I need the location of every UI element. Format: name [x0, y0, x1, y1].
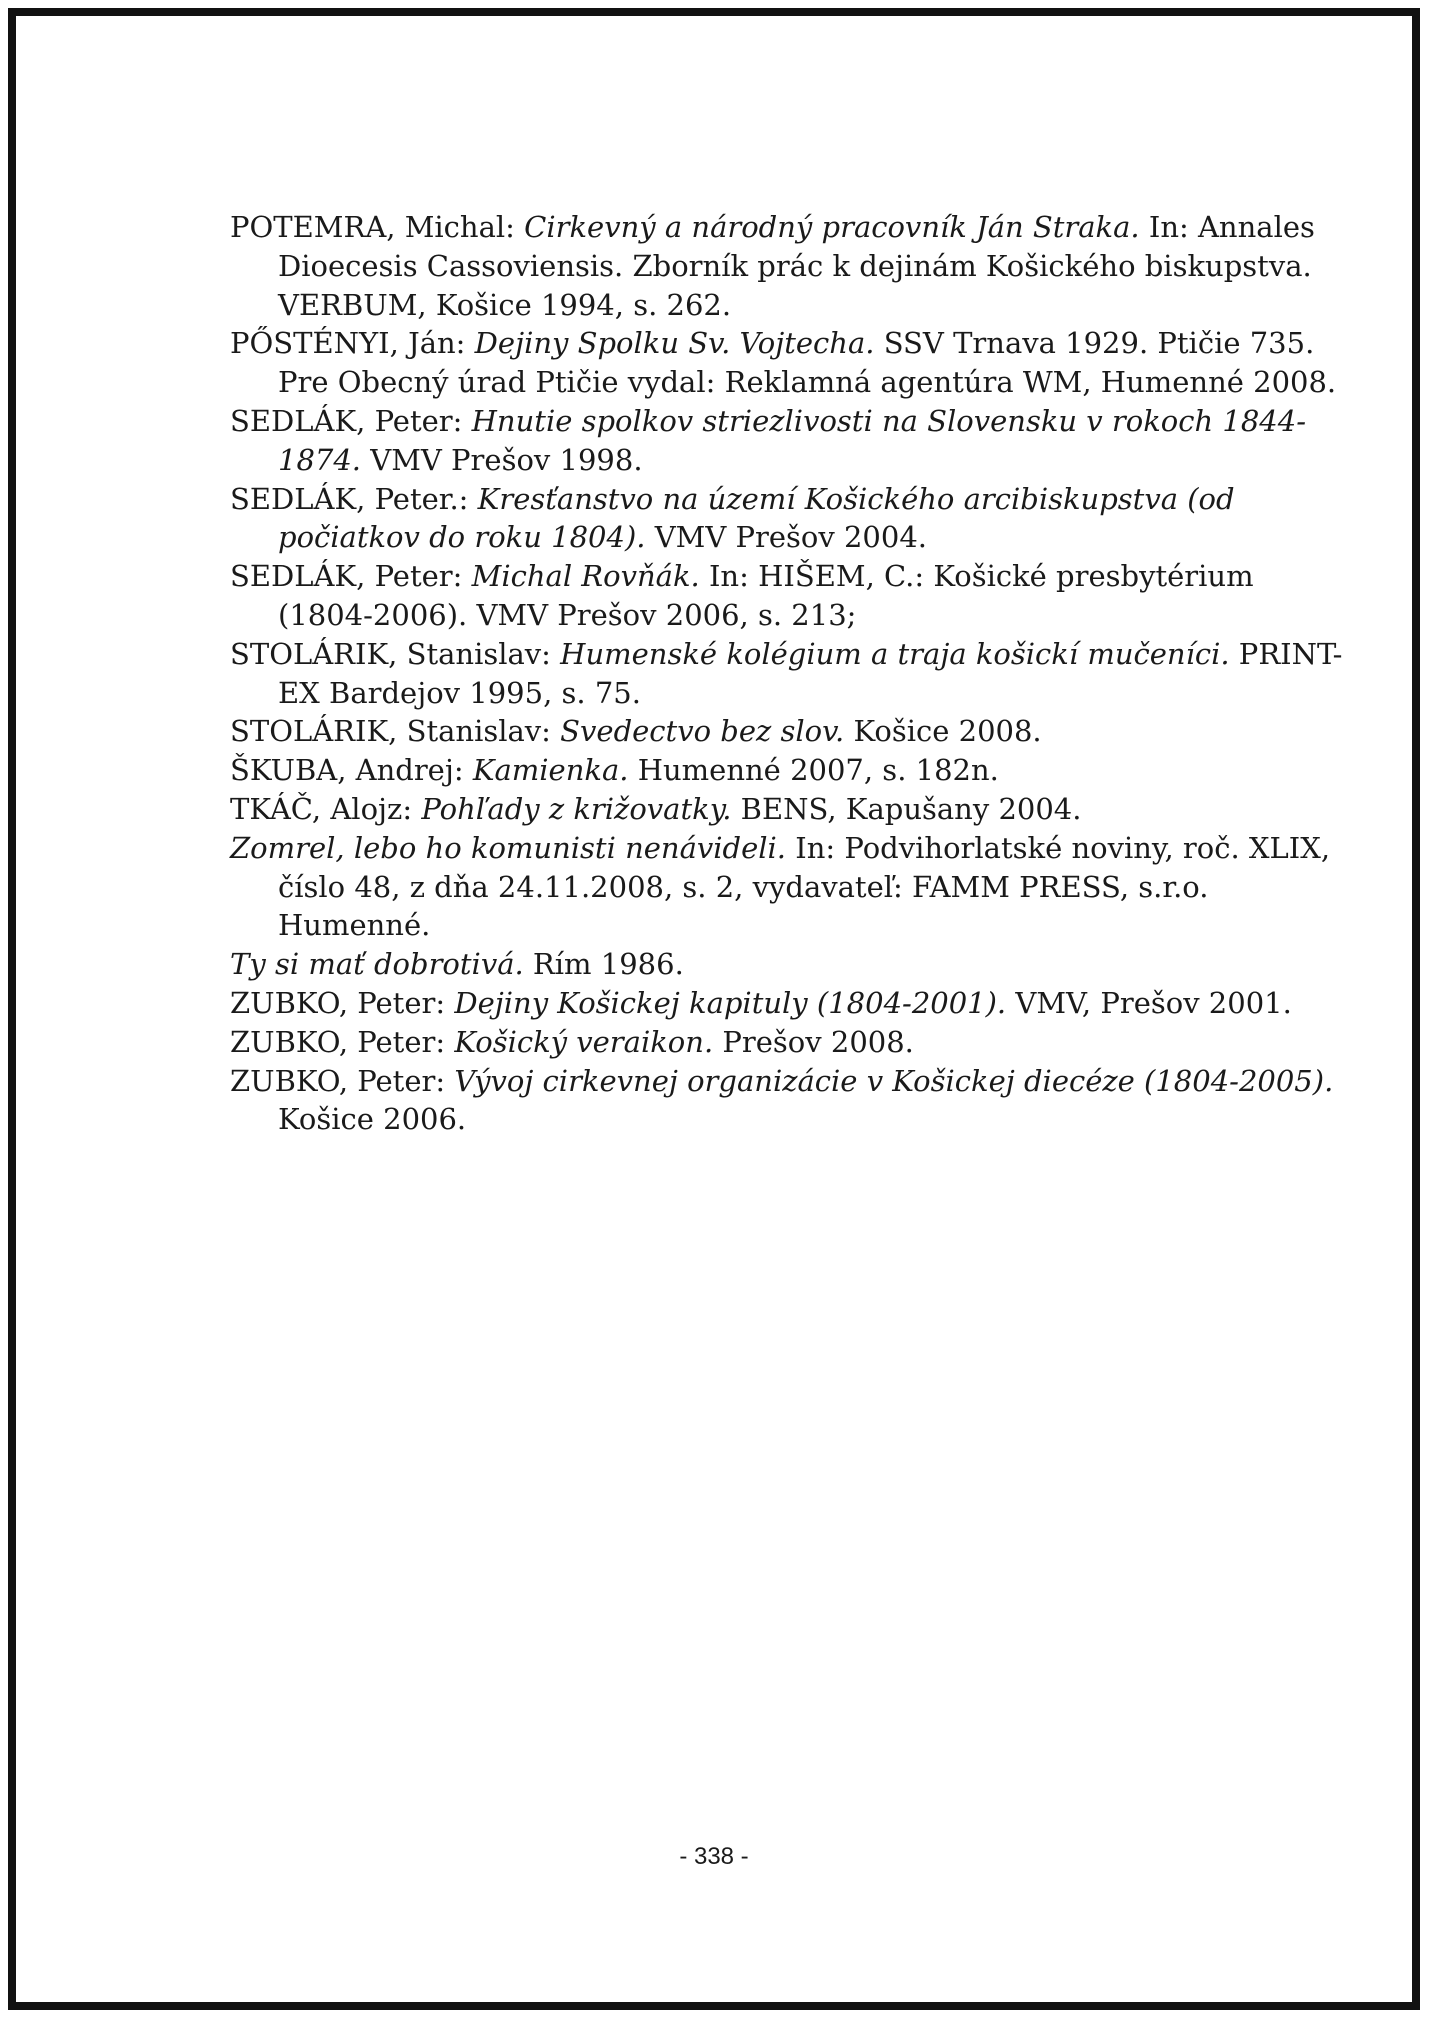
entry-author: ŠKUBA, Andrej: — [230, 753, 473, 788]
entry-details: Prešov 2008. — [713, 1024, 914, 1059]
entry-author: STOLÁRIK, Stanislav: — [230, 714, 561, 749]
bibliography-entry — [230, 402, 1350, 480]
entry-title: Zomrel, lebo ho komunisti nenávideli. — [230, 830, 787, 865]
bibliography-entry — [230, 712, 1350, 751]
bibliography-entry — [230, 751, 1350, 790]
entry-author: SEDLÁK, Peter: — [230, 403, 472, 438]
entry-author: STOLÁRIK, Stanislav: — [230, 636, 561, 671]
entry-author: SEDLÁK, Peter: — [230, 559, 472, 594]
entry-details: SSV Trnava 1929. Ptičie 735. Pre Obecný úrad Ptičie vydal: Reklamná agentúra WM, Humenné 2008. — [278, 326, 1337, 400]
entry-title: Cirkevný a národný pracovník Ján Straka. — [524, 210, 1140, 244]
entry-details: In: Podvihorlatské noviny, roč. XLIX, číslo 48, z dňa 24.11.2008, s. 2, vydavateľ: FAMM PRESS, s.r.o. Humenné. — [278, 830, 1331, 943]
entry-title: Hnutie spolkov striezlivosti na Slovensku v rokoch 1844-1874. — [278, 403, 1306, 477]
entry-title: Košický veraikon. — [454, 1024, 714, 1059]
entry-details: VMV, Prešov 2001. — [1006, 985, 1292, 1020]
entry-title: Kresťanstvo na území Košického arcibiskupstva (od počiatkov do roku 1804). — [278, 481, 1235, 555]
entry-author: TKÁČ, Alojz: — [230, 791, 422, 826]
entry-author: ZUBKO, Peter: — [230, 1024, 455, 1059]
entry-author: SEDLÁK, Peter.: — [230, 481, 478, 516]
entry-title: Dejiny Spolku Sv. Vojtecha. — [474, 326, 875, 361]
entry-title: Ty si mať dobrotivá. — [230, 947, 524, 982]
entry-details: VMV Prešov 1998. — [361, 442, 643, 477]
bibliography-entry — [230, 984, 1350, 1023]
entry-details: Košice 2006. — [278, 1102, 467, 1137]
entry-author: ZUBKO, Peter: — [230, 985, 455, 1020]
entry-title: Humenské kolégium a traja košickí mučeníci. — [560, 636, 1230, 671]
entry-title: Svedectvo bez slov. — [560, 714, 845, 749]
entry-author: ZUBKO, Peter: — [230, 1063, 455, 1098]
bibliography-entry — [230, 790, 1350, 829]
entry-title: Vývoj cirkevnej organizácie v Košickej diecéze (1804-2005). — [454, 1063, 1334, 1098]
entry-details: In: Annales Dioecesis Cassoviensis. Zborník prác k dejinám Košického biskupstva. VERBUM, Košice 1994, s. 262. — [278, 210, 1315, 322]
entry-title: Pohľady z križovatky. — [421, 791, 732, 826]
bibliography-entry — [230, 635, 1350, 713]
entry-details: Košice 2008. — [844, 714, 1042, 749]
document-page — [8, 8, 1420, 2010]
bibliography-entry — [230, 208, 1350, 324]
entry-details: In: HIŠEM, C.: Košické presbytérium (1804-2006). VMV Prešov 2006, s. 213; — [278, 559, 1254, 632]
bibliography-entry — [230, 1062, 1350, 1140]
bibliography-entry — [230, 945, 1350, 984]
bibliography-entry — [230, 557, 1350, 635]
bibliography-entry — [230, 480, 1350, 558]
entry-title: Michal Rovňák. — [471, 559, 700, 594]
entry-details: VMV Prešov 2004. — [645, 520, 928, 555]
entry-author: PŐSTÉNYI, Ján: — [230, 326, 475, 361]
entry-title: Kamienka. — [472, 753, 629, 788]
entry-details: Humenné 2007, s. 182n. — [628, 753, 999, 788]
bibliography-entry — [230, 324, 1350, 402]
page-number: - 338 - — [679, 1843, 749, 1870]
entry-author: POTEMRA, Michal: — [230, 210, 525, 244]
entry-details: Rím 1986. — [523, 947, 684, 982]
bibliography-entry — [230, 829, 1350, 945]
entry-details: PRINT-EX Bardejov 1995, s. 75. — [278, 636, 1343, 710]
bibliography-entry — [230, 1023, 1350, 1062]
bibliography-list — [230, 208, 1350, 1139]
entry-details: BENS, Kapušany 2004. — [731, 791, 1082, 826]
entry-title: Dejiny Košickej kapituly (1804-2001). — [454, 985, 1007, 1020]
